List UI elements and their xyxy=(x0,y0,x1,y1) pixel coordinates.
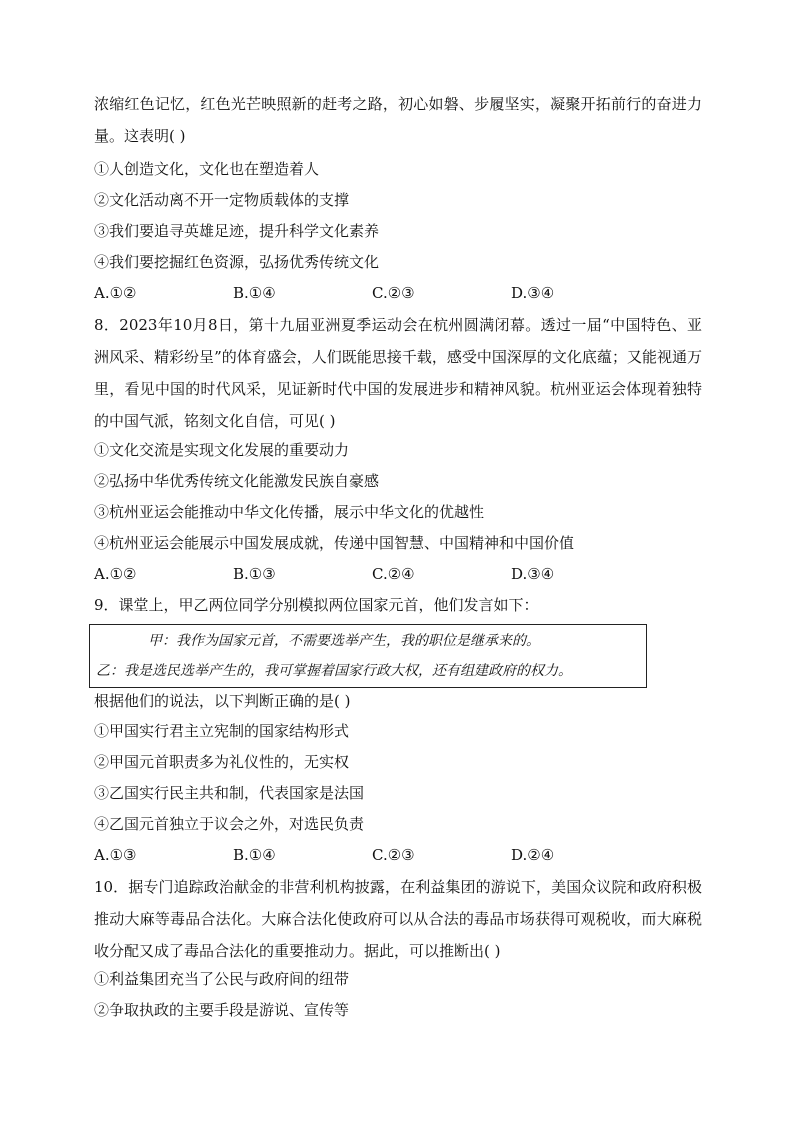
q10-stem: 10．据专门追踪政治献金的非营利机构披露，在利益集团的游说下，美国众议院和政府积极推动大麻等毒品合法化。大麻合法化使政府可以从合法的毒品市场获得可观税收，而大麻税收分配又成了毒品合法化的重要推动力。据此，可以推断出( ) xyxy=(94,878,702,960)
q9-option-d[interactable]: D.②④ xyxy=(511,846,555,864)
q9-item-3: ③乙国实行民主共和制，代表国家是法国 xyxy=(94,784,365,802)
q7-option-b[interactable]: B.①④ xyxy=(233,284,276,302)
q8-option-d[interactable]: D.③④ xyxy=(511,565,555,583)
q10-item-2: ②争取执政的主要手段是游说、宣传等 xyxy=(94,1001,350,1019)
q8-item-4: ④杭州亚运会能展示中国发展成就，传递中国智慧、中国精神和中国价值 xyxy=(94,534,575,552)
q9-option-a[interactable]: A.①③ xyxy=(94,846,137,864)
q7-option-c[interactable]: C.②③ xyxy=(372,284,415,302)
q7-option-a[interactable]: A.①② xyxy=(94,284,137,302)
q9-option-b[interactable]: B.①④ xyxy=(233,846,276,864)
q8-options xyxy=(94,565,614,585)
q9-options xyxy=(94,846,614,866)
q7-item-3: ③我们要追寻英雄足迹，提升科学文化素养 xyxy=(94,222,380,240)
q9-dialogue-box xyxy=(89,624,647,688)
q10-item-1: ①利益集团充当了公民与政府间的纽带 xyxy=(94,970,350,988)
q8-option-a[interactable]: A.①② xyxy=(94,565,137,583)
q7-option-d[interactable]: D.③④ xyxy=(511,284,555,302)
q9-item-1: ①甲国实行君主立宪制的国家结构形式 xyxy=(94,722,350,740)
q9-question: 根据他们的说法，以下判断正确的是( ) xyxy=(94,692,351,710)
q8-item-3: ③杭州亚运会能推动中华文化传播，展示中华文化的优越性 xyxy=(94,503,485,521)
q7-stem: 浓缩红色记忆，红色光芒映照新的赶考之路，初心如磐、步履坚实，凝聚开拓前行的奋进力量。这表明( ) xyxy=(94,95,702,145)
q9-item-4: ④乙国元首独立于议会之外，对选民负责 xyxy=(94,815,365,833)
q9-item-2: ②甲国元首职责多为礼仪性的，无实权 xyxy=(94,753,350,771)
q9-stem: 9．课堂上，甲乙两位同学分别模拟两位国家元首，他们发言如下： xyxy=(94,596,539,614)
q7-item-1: ①人创造文化，文化也在塑造着人 xyxy=(94,160,320,178)
q7-options xyxy=(94,284,614,304)
q9-dialogue-jia: 甲：我作为国家元首，不需要选举产生，我的职位是继承来的。 xyxy=(148,633,540,649)
q8-option-b[interactable]: B.①③ xyxy=(233,565,276,583)
q7-item-4: ④我们要挖掘红色资源，弘扬优秀传统文化 xyxy=(94,253,380,271)
q8-item-1: ①文化交流是实现文化发展的重要动力 xyxy=(94,441,350,459)
q8-option-c[interactable]: C.②④ xyxy=(372,565,415,583)
q9-option-c[interactable]: C.②③ xyxy=(372,846,415,864)
q8-item-2: ②弘扬中华优秀传统文化能激发民族自豪感 xyxy=(94,472,380,490)
q8-stem: 8．2023年10月8日，第十九届亚洲夏季运动会在杭州圆满闭幕。透过一届“中国特色、亚洲风采、精彩纷呈”的体育盛会，人们既能思接千载，感受中国深厚的文化底蕴；又能视通万里，看见中国的时代风采，见证新时代中国的发展进步和精神风貌。杭州亚运会体现着独特的中国气派，铭刻文化自信，可见( ) xyxy=(94,316,702,430)
q7-item-2: ②文化活动离不开一定物质载体的支撑 xyxy=(94,191,350,209)
q9-dialogue-yi: 乙：我是选民选举产生的，我可掌握着国家行政大权，还有组建政府的权力。 xyxy=(96,663,572,679)
